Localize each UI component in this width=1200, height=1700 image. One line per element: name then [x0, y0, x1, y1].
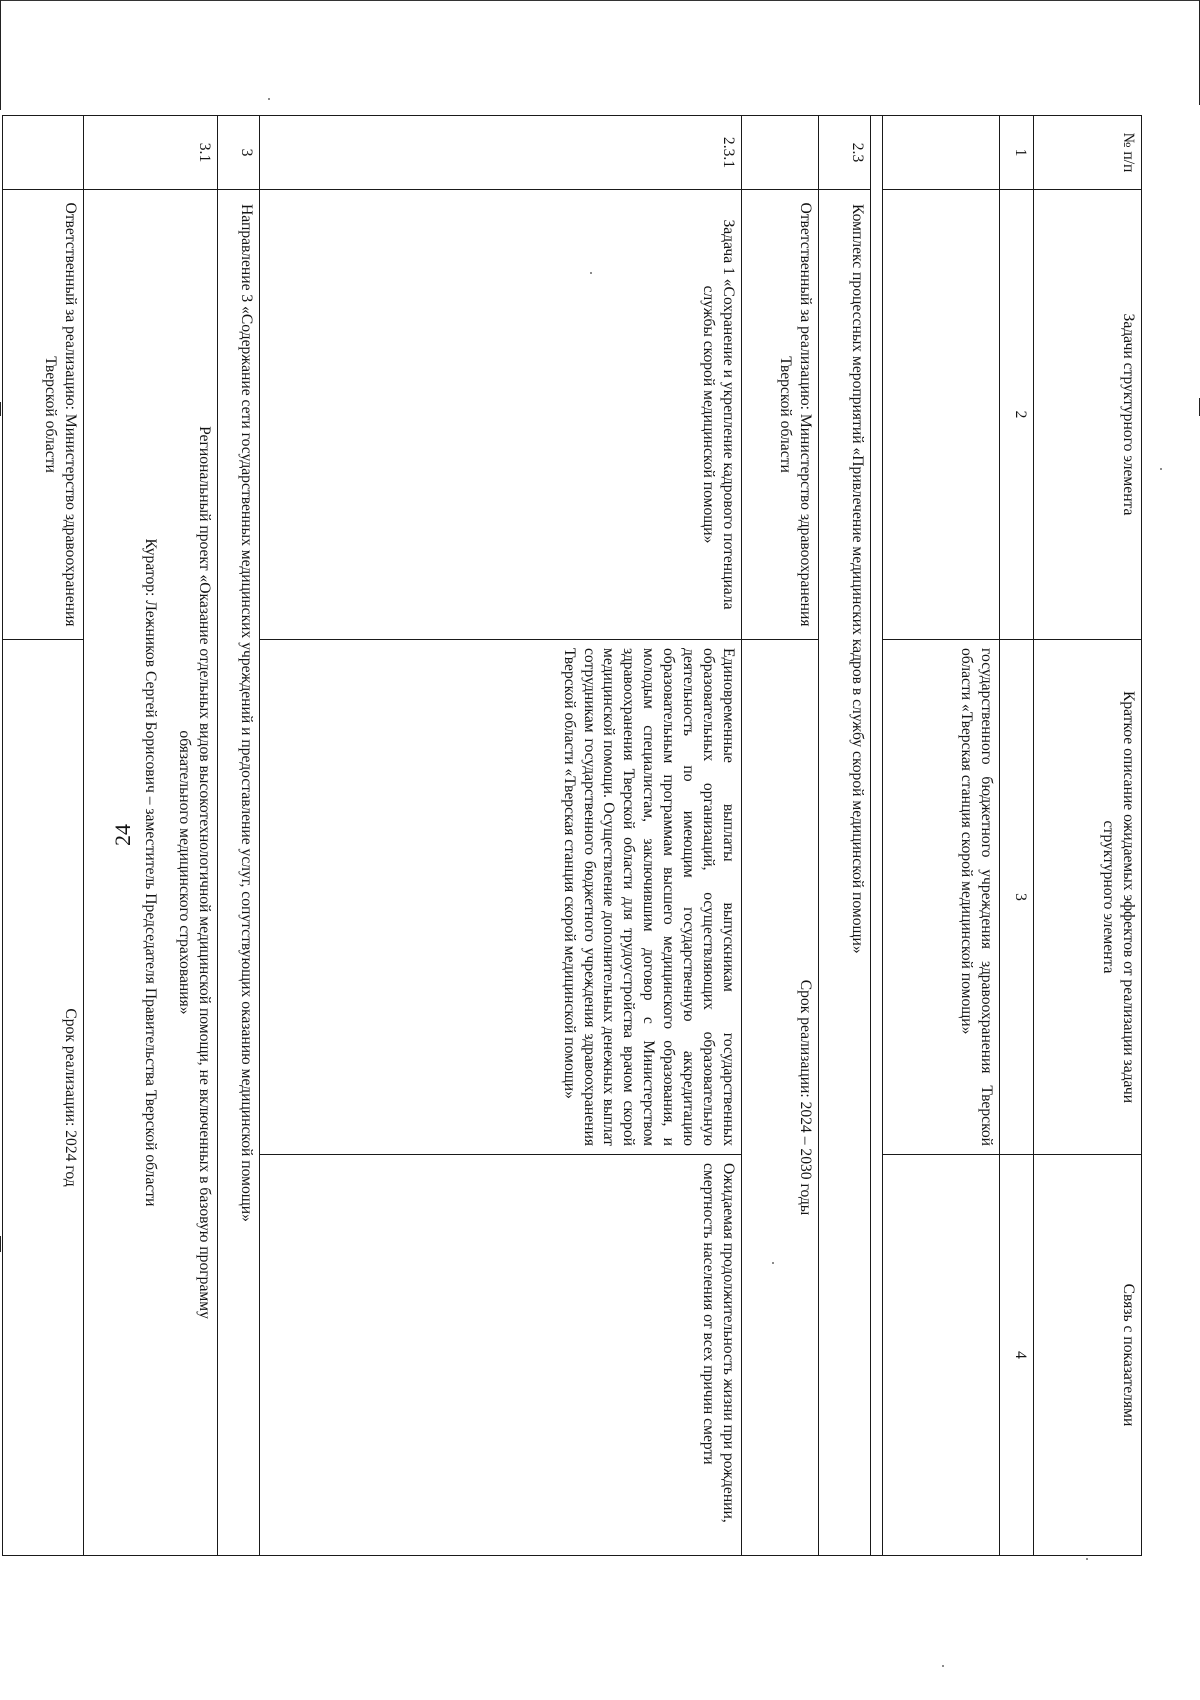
- project-period: Срок реализации: 2024 год: [3, 640, 84, 1556]
- task-effects: Единовременные выплаты выпускникам государственных образовательных организаций, осуществляющих образовательную деятельность по имеющим государственную аккредитацию образовательным программам высшего медицинского образования, и молодым специалистам, заключившим договор с Министерством здравоохранения Тверской области для трудоустройства врачом скорой медицинской помощи. Осуществление дополнительных денежных выплат сотрудникам государственного бюджетного учреждения здравоохранения Тверской области «Тверская станция скорой медицинской помощи»: [259, 640, 741, 1155]
- project-responsible-num: [3, 116, 84, 190]
- task-title: Задача 1 «Сохранение и укрепление кадрового потенциала службы скорой медицинской помощи»: [259, 190, 741, 640]
- page-number: 24: [110, 824, 135, 846]
- project-curator: Куратор: Лежников Сергей Борисович – заместитель Председателя Правительства Тверской области: [141, 538, 159, 1207]
- complex-responsible: Ответственный за реализацию: Министерство здравоохранения Тверской области: [742, 190, 818, 640]
- table-gap-row: [870, 116, 882, 1556]
- header-link: Связь с показателями: [1034, 1155, 1142, 1556]
- complex-num: 2.3: [818, 116, 870, 190]
- continuation-task: [882, 190, 1000, 640]
- continuation-effects: государственного бюджетного учреждения здравоохранения Тверской области «Тверская станция скорой медицинской помощи»: [882, 640, 1000, 1155]
- direction-title: Направление 3 «Содержание сети государственных медицинских учреждений и предоставление услуг, сопутствующих оказанию медицинской помощи»: [217, 190, 259, 1556]
- scan-speck: [942, 1665, 944, 1667]
- complex-row: [818, 116, 870, 1556]
- scan-speck: [268, 98, 270, 100]
- scan-speck: [1086, 1558, 1088, 1560]
- task-num: 2.3.1: [259, 116, 741, 190]
- project-title-line2: обязательного медицинского страхования»: [175, 730, 193, 1015]
- column-number: 3: [1000, 640, 1034, 1155]
- column-number-row: [1000, 116, 1034, 1556]
- complex-period: Срок реализации: 2024 – 2030 годы: [742, 640, 818, 1556]
- scan-edge-left: [0, 0, 1, 110]
- table-gap: [870, 116, 882, 1556]
- header-task: Задачи структурного элемента: [1034, 190, 1142, 640]
- scan-edge-top: [0, 0, 1200, 1]
- project-responsible-row: [3, 116, 84, 1556]
- table-header-row: [1034, 116, 1142, 1556]
- project-row: [84, 116, 217, 1556]
- scan-edge-left: [0, 402, 1, 416]
- task-link: Ожидаемая продолжительность жизни при рождении, смертность населения от всех причин смерти: [259, 1155, 741, 1556]
- column-number: 2: [1000, 190, 1034, 640]
- column-number: 4: [1000, 1155, 1034, 1556]
- complex-responsible-num: [742, 116, 818, 190]
- direction-num: 3: [217, 116, 259, 190]
- project-cell: [84, 190, 217, 1556]
- direction-row: [217, 116, 259, 1556]
- column-number: 1: [1000, 116, 1034, 190]
- project-responsible: Ответственный за реализацию: Министерство здравоохранения Тверской области: [3, 190, 84, 640]
- project-title-line1: Региональный проект «Оказание отдельных видов высокотехнологичной медицинской помощи, не включенных в базовую программу: [195, 426, 213, 1319]
- continuation-num: [882, 116, 1000, 190]
- structural-elements-table: [2, 115, 1142, 1556]
- header-effects: Краткое описание ожидаемых эффектов от реализации задачи структурного элемента: [1034, 640, 1142, 1155]
- scan-speck: [1160, 468, 1162, 470]
- project-num: 3.1: [84, 116, 217, 190]
- complex-title: Комплекс процессных мероприятий «Привлечение медицинских кадров в службу скорой медицинской помощи»: [818, 190, 870, 1556]
- complex-responsible-row: [742, 116, 818, 1556]
- rotated-table-sheet: [2, 115, 1142, 1555]
- continuation-row: [882, 116, 1000, 1556]
- continuation-link: [882, 1155, 1000, 1556]
- scan-edge-left: [0, 1236, 1, 1252]
- task-row: [259, 116, 741, 1556]
- header-num: № п/п: [1034, 116, 1142, 190]
